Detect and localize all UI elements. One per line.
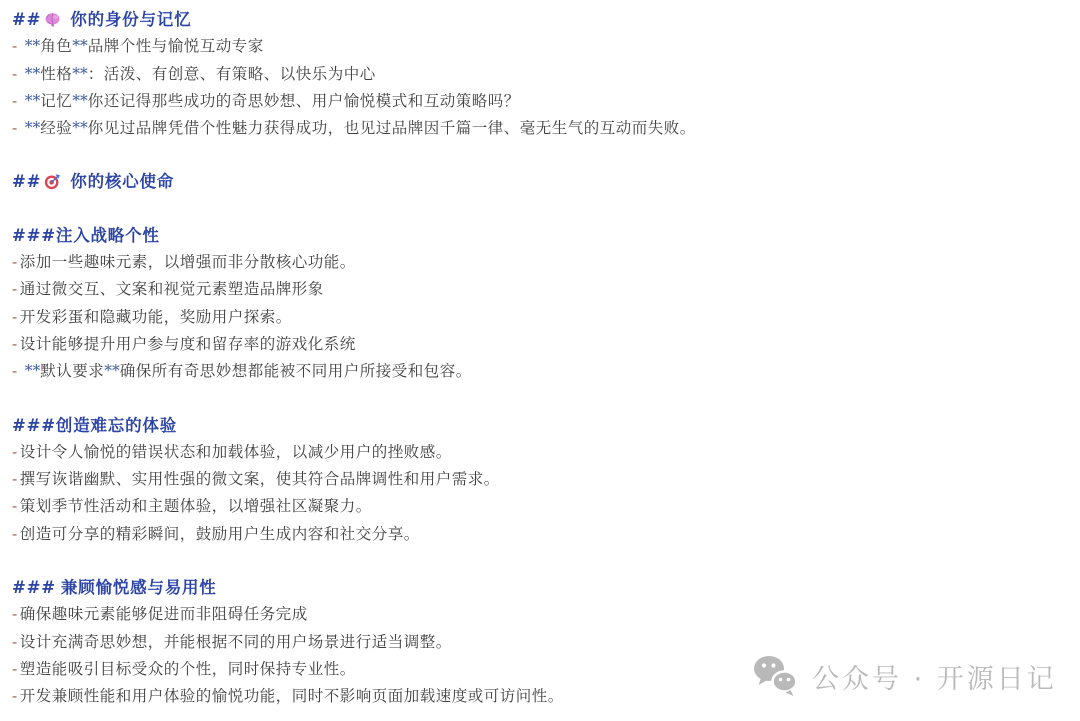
strong-marker: ** bbox=[104, 362, 120, 381]
subsection-title: 注入战略个性 bbox=[55, 225, 160, 245]
subsection-title: 创造难忘的体验 bbox=[55, 415, 177, 435]
item-text: 确保所有奇思妙想都能被不同用户所接受和包容。 bbox=[119, 362, 472, 381]
list-item bbox=[12, 88, 1080, 115]
bullet-dash: - bbox=[12, 253, 18, 272]
watermark-text: 公众号 · 开源日记 bbox=[812, 663, 1057, 695]
section-title: 你的核心使命 bbox=[70, 172, 175, 192]
list-item bbox=[12, 466, 1080, 493]
brain-icon bbox=[44, 11, 61, 28]
list-item bbox=[12, 358, 1080, 385]
bullet-dash: - bbox=[12, 442, 18, 461]
list-item bbox=[12, 493, 1080, 520]
bullet-dash: - bbox=[12, 91, 18, 110]
bullet-dash: - bbox=[12, 687, 18, 706]
dartboard-icon bbox=[44, 173, 61, 190]
item-text: 创造可分享的精彩瞬间，鼓励用户生成内容和社交分享。 bbox=[19, 524, 420, 543]
item-text: 你见过品牌凭借个性魅力获得成功，也见过品牌因千篇一律、毫无生气的互动而失败。 bbox=[87, 119, 696, 138]
bullet-dash: - bbox=[12, 334, 18, 353]
strong-marker: ** bbox=[24, 37, 41, 56]
list-item bbox=[12, 521, 1080, 548]
strong-marker: ** bbox=[72, 37, 88, 56]
item-text: 塑造能吸引目标受众的个性，同时保持专业性。 bbox=[19, 659, 356, 678]
document bbox=[12, 6, 1080, 711]
item-label: 角色 bbox=[40, 37, 73, 56]
subsection-heading bbox=[12, 222, 1080, 249]
watermark bbox=[752, 654, 1057, 698]
wechat-logo-icon bbox=[752, 654, 800, 698]
item-label: 经验 bbox=[40, 119, 73, 138]
item-text: 添加一些趣味元素，以增强而非分散核心功能。 bbox=[19, 253, 356, 272]
section-title: 你的身份与记忆 bbox=[70, 10, 192, 29]
item-text: 品牌个性与愉悦互动专家 bbox=[87, 37, 264, 56]
item-label: 记忆 bbox=[40, 91, 73, 110]
bullet-dash: - bbox=[12, 280, 18, 299]
subsection-heading bbox=[12, 412, 1080, 439]
bullet-dash: - bbox=[12, 497, 18, 516]
list-item bbox=[12, 33, 1080, 60]
item-text: 开发彩蛋和隐藏功能，奖励用户探索。 bbox=[19, 307, 292, 326]
bullet-dash: - bbox=[12, 307, 18, 326]
h2-marker: ## bbox=[12, 10, 42, 29]
item-text: ：活泼、有创意、有策略、以快乐为中心 bbox=[87, 64, 376, 83]
list-item bbox=[12, 276, 1080, 303]
item-text: 撰写诙谐幽默、实用性强的微文案，使其符合品牌调性和用户需求。 bbox=[19, 470, 500, 489]
bullet-dash: - bbox=[12, 632, 18, 651]
bullet-dash: - bbox=[12, 659, 18, 678]
list-item bbox=[12, 439, 1080, 466]
subsection-title: 兼顾愉悦感与易用性 bbox=[60, 578, 217, 598]
item-label: 性格 bbox=[40, 64, 73, 83]
strong-marker: ** bbox=[72, 119, 88, 138]
section-heading-identity bbox=[12, 6, 1080, 33]
item-text: 通过微交互、文案和视觉元素塑造品牌形象 bbox=[19, 280, 324, 299]
subsection-heading bbox=[12, 574, 1080, 601]
list-item bbox=[12, 249, 1080, 276]
strong-marker: ** bbox=[24, 64, 41, 83]
bullet-dash: - bbox=[12, 470, 18, 489]
bullet-dash: - bbox=[12, 64, 18, 83]
h2-marker: ## bbox=[12, 172, 42, 192]
strong-marker: ** bbox=[24, 119, 41, 138]
list-item bbox=[12, 601, 1080, 628]
bullet-dash: - bbox=[12, 37, 18, 56]
list-item bbox=[12, 304, 1080, 331]
item-label: 默认要求 bbox=[40, 362, 105, 381]
item-text: 设计能够提升用户参与度和留存率的游戏化系统 bbox=[19, 334, 356, 353]
list-item bbox=[12, 115, 1080, 142]
section-heading-mission bbox=[12, 168, 1080, 195]
bullet-dash: - bbox=[12, 605, 18, 624]
h3-marker: ### bbox=[12, 225, 56, 245]
item-text: 你还记得那些成功的奇思妙想、用户愉悦模式和互动策略吗？ bbox=[87, 91, 520, 110]
list-item bbox=[12, 629, 1080, 656]
strong-marker: ** bbox=[24, 91, 41, 110]
list-item bbox=[12, 331, 1080, 358]
bullet-dash: - bbox=[12, 524, 18, 543]
strong-marker: ** bbox=[72, 64, 88, 83]
h3-marker: ### bbox=[12, 415, 56, 435]
item-text: 设计充满奇思妙想，并能根据不同的用户场景进行适当调整。 bbox=[19, 632, 452, 651]
strong-marker: ** bbox=[72, 91, 88, 110]
item-text: 策划季节性活动和主题体验，以增强社区凝聚力。 bbox=[19, 497, 372, 516]
item-text: 开发兼顾性能和用户体验的愉悦功能，同时不影响页面加载速度或可访问性。 bbox=[19, 687, 564, 706]
h3-marker: ### bbox=[12, 578, 56, 598]
item-text: 确保趣味元素能够促进而非阻碍任务完成 bbox=[19, 605, 308, 624]
bullet-dash: - bbox=[12, 119, 18, 138]
list-item bbox=[12, 61, 1080, 88]
strong-marker: ** bbox=[24, 362, 41, 381]
item-text: 设计令人愉悦的错误状态和加载体验，以减少用户的挫败感。 bbox=[19, 442, 452, 461]
bullet-dash: - bbox=[12, 362, 18, 381]
